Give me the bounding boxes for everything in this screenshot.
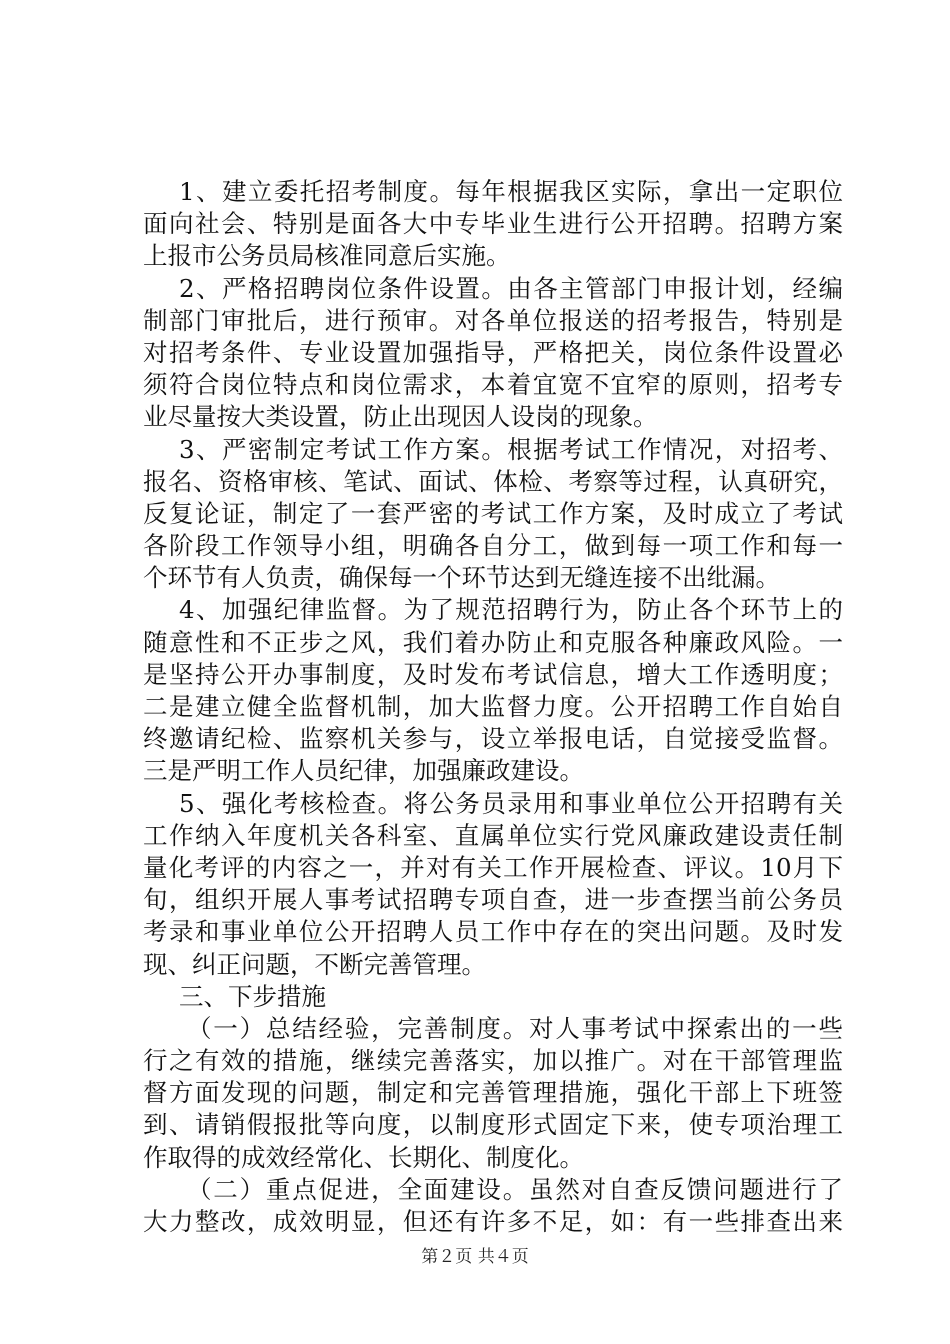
text-line: 各阶段工作领导小组，明确各自分工，做到每一项工作和每一 — [143, 531, 843, 561]
text-line: 作取得的成效经常化、长期化、制度化。 — [143, 1142, 584, 1172]
text-line: 督方面发现的问题，制定和完善管理措施，强化干部上下班签 — [143, 1078, 843, 1108]
section-heading: 三、下步措施 — [179, 981, 326, 1011]
text-line: 二是建立健全监督机制，加大监督力度。公开招聘工作自始自 — [143, 692, 843, 721]
text-line: 旬，组织开展人事考试招聘专项自查，进一步查摆当前公务员 — [143, 885, 843, 915]
text-line: 三是严明工作人员纪律，加强廉政建设。 — [143, 756, 584, 786]
text-line: （一）总结经验，完善制度。对人事考试中探索出的一些 — [187, 1013, 843, 1043]
text-line: 是坚持公开办事制度，及时发布考试信息，增大工作透明度； — [143, 659, 843, 689]
text-line: 考录和事业单位公开招聘人员工作中存在的突出问题。及时发 — [143, 917, 843, 947]
text-line: 对招考条件、专业设置加强指导，严格把关，岗位条件设置必 — [143, 337, 843, 367]
text-line: 到、请销假报批等向度，以制度形式固定下来，使专项治理工 — [143, 1110, 843, 1140]
text-line: 2、严格招聘岗位条件设置。由各主管部门申报计划，经编 — [179, 273, 843, 303]
text-line: 反复论证，制定了一套严密的考试工作方案，及时成立了考试 — [143, 498, 843, 528]
text-line: 终邀请纪检、监察机关参与，设立举报电话，自觉接受监督。 — [143, 724, 843, 754]
text-line: 个环节有人负责，确保每一个环节达到无缝连接不出纰漏。 — [143, 563, 780, 593]
text-line: 5、强化考核检查。将公务员录用和事业单位公开招聘有关 — [179, 788, 843, 818]
text-line: （二）重点促进，全面建设。虽然对自查反馈问题进行了 — [187, 1174, 843, 1204]
text-line: 须符合岗位特点和岗位需求，本着宜宽不宜窄的原则，招考专 — [143, 370, 843, 400]
page-number: 第２页 共４页 — [421, 1247, 529, 1267]
text-line: 现、纠正问题，不断完善管理。 — [143, 949, 486, 979]
text-line: 随意性和不正步之风，我们着办防止和克服各种廉政风险。一 — [143, 627, 843, 657]
text-line: 制部门审批后，进行预审。对各单位报送的招考报告，特别是 — [143, 305, 843, 335]
text-line: 上报市公务员局核准同意后实施。 — [143, 241, 511, 271]
page-footer — [0, 1246, 950, 1268]
text-line: 大力整改，成效明显，但还有许多不足，如：有一些排查出来 — [143, 1207, 843, 1236]
text-line: 报名、资格审核、笔试、面试、体检、考察等过程，认真研究， — [143, 466, 843, 496]
text-line: 3、严密制定考试工作方案。根据考试工作情况，对招考、 — [179, 434, 843, 464]
text-line: 4、加强纪律监督。为了规范招聘行为，防止各个环节上的 — [179, 595, 843, 625]
text-line: 工作纳入年度机关各科室、直属单位实行党风廉政建设责任制 — [143, 820, 843, 850]
document-body — [143, 176, 843, 1238]
text-line: 面向社会、特别是面各大中专毕业生进行公开招聘。招聘方案 — [143, 209, 843, 239]
text-line: 行之有效的措施，继续完善落实，加以推广。对在干部管理监 — [143, 1046, 843, 1076]
text-line: 业尽量按大类设置，防止出现因人设岗的现象。 — [143, 402, 658, 432]
text-line: 1、建立委托招考制度。每年根据我区实际，拿出一定职位 — [179, 177, 843, 206]
text-line: 量化考评的内容之一，并对有关工作开展检查、评议。10月下 — [143, 852, 843, 882]
